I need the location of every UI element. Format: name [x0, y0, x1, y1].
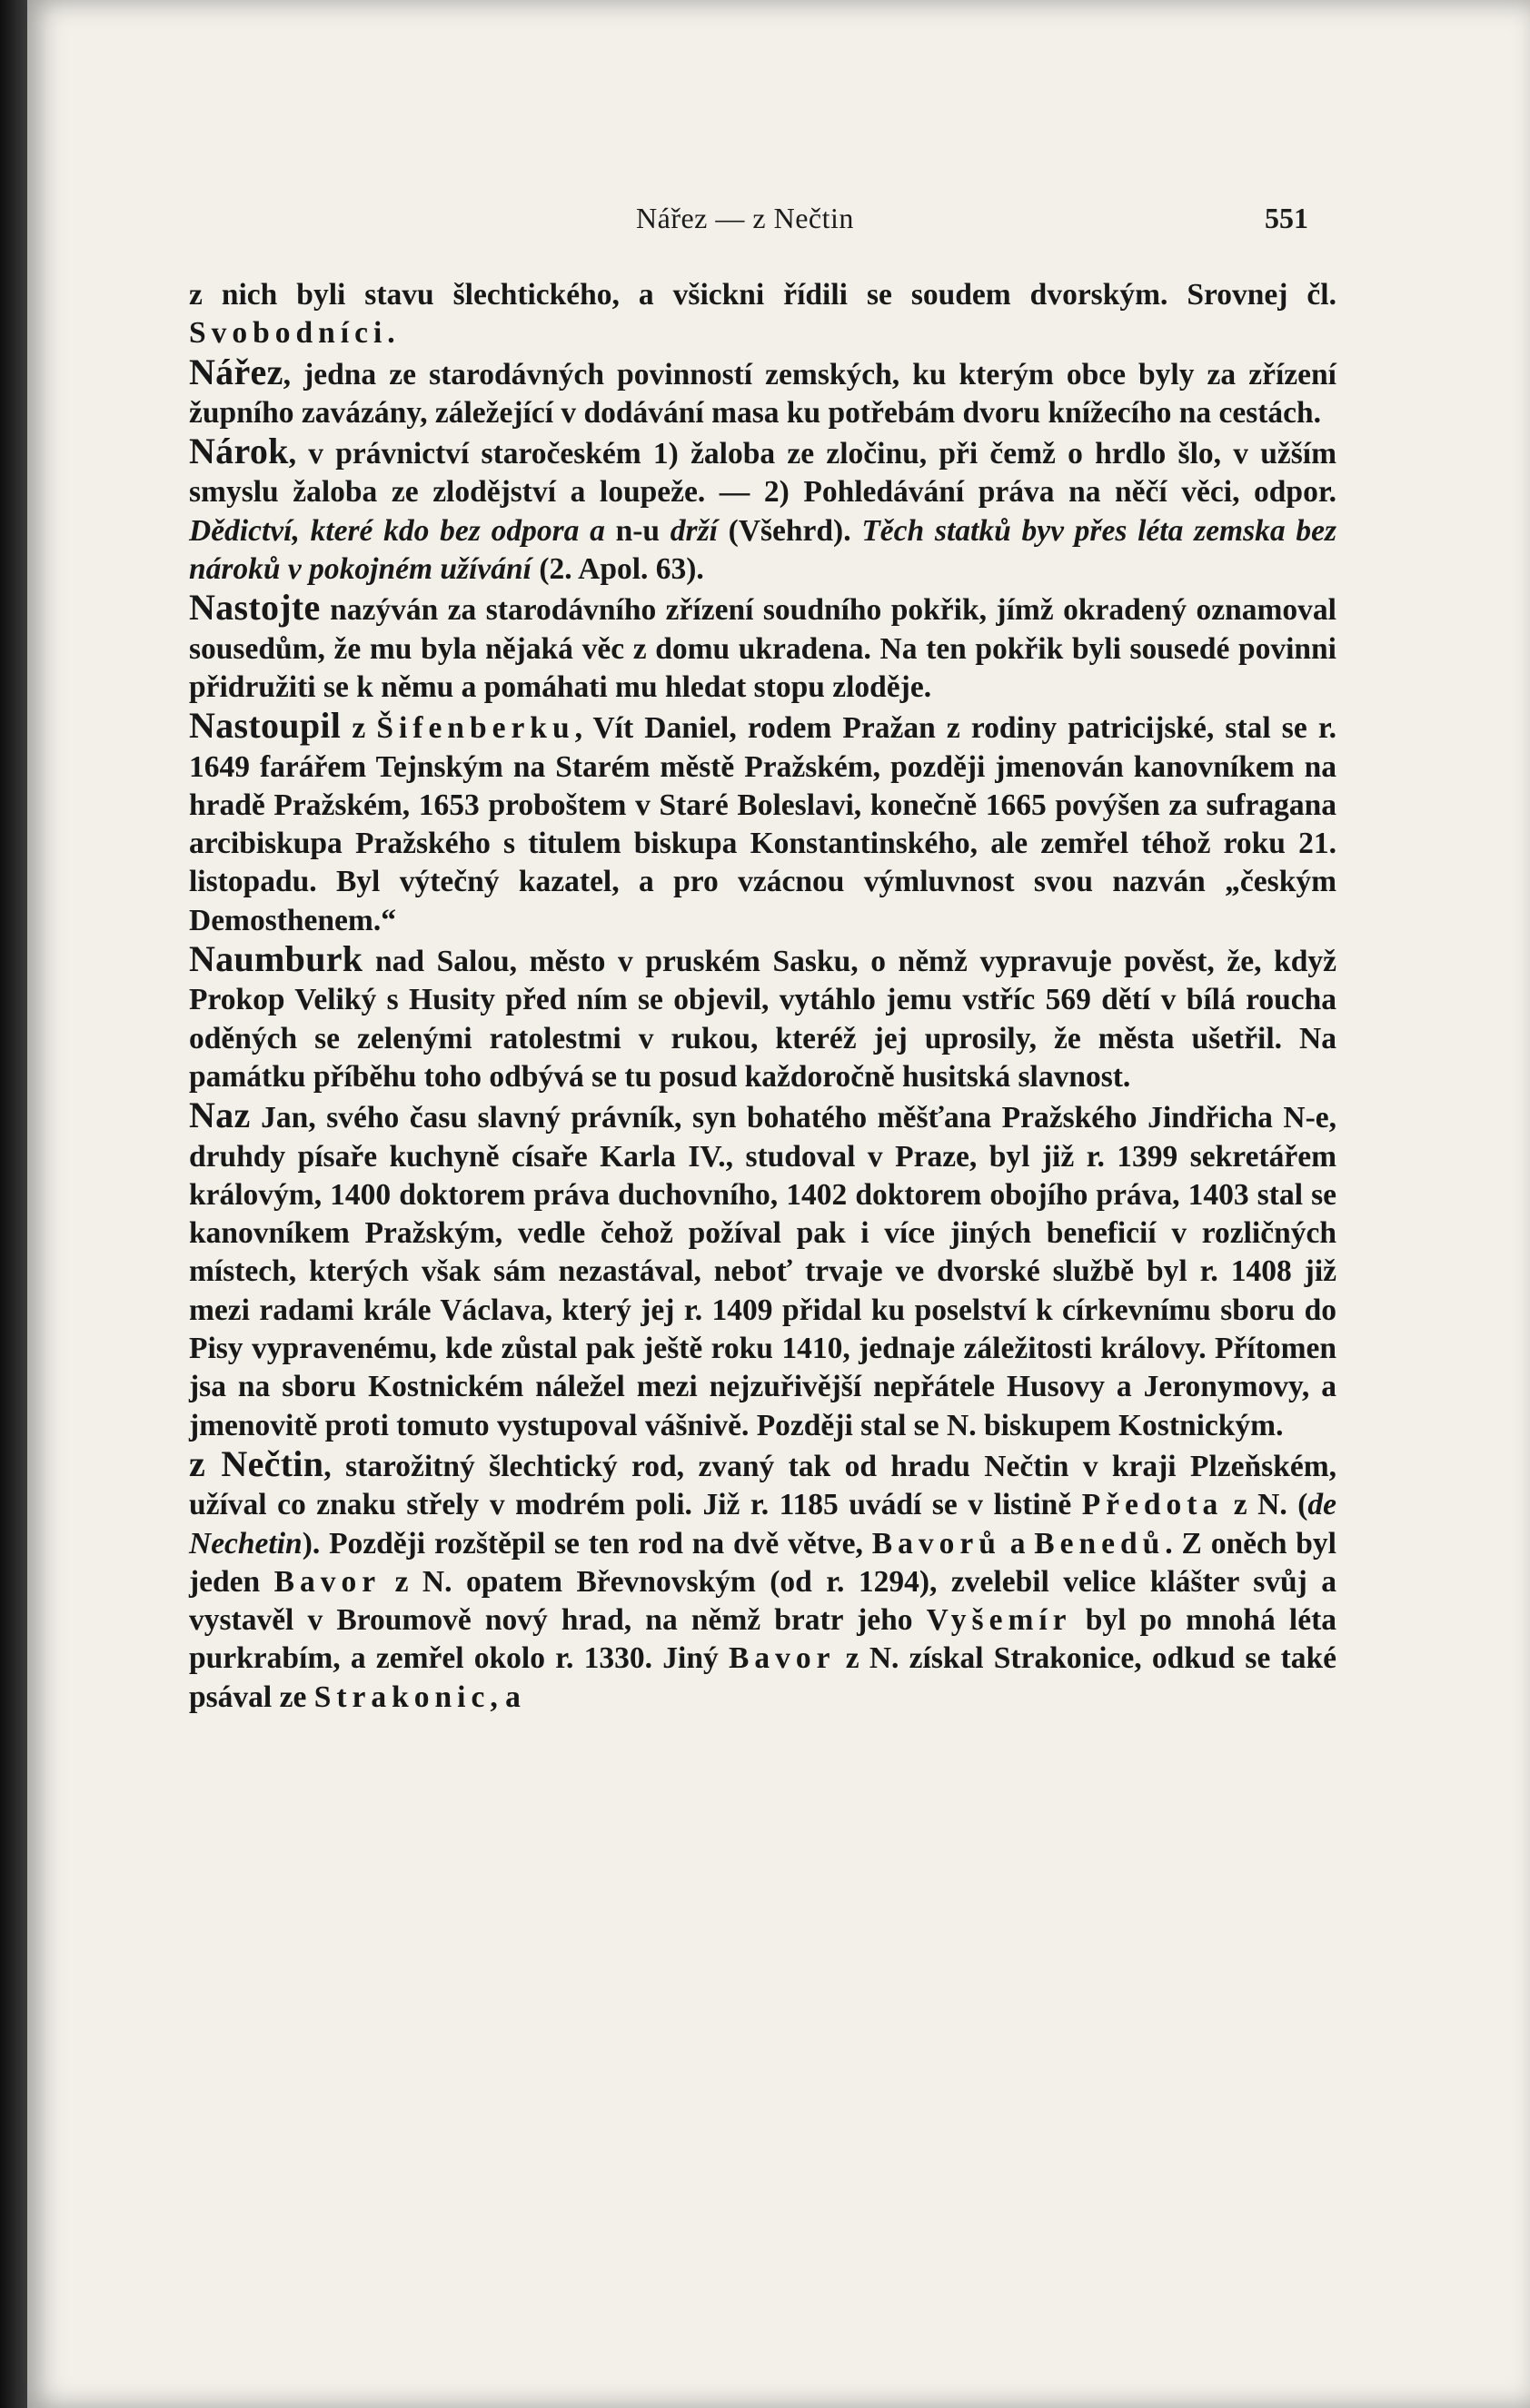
book-page [27, 0, 1530, 2408]
entry-continuation: z nich byli stavu šlechtického, a všickni řídili se soudem dvorským. Srovnej čl. Svobodníci. [189, 278, 1336, 351]
entry-term: Naumburk [189, 938, 363, 980]
entry-narez: Nářez, jedna ze starodávných povinností zemských, ku kterým obce byly za zřízení župního zavázány, záležející v dodávání masa ku potřebám dvoru knížecího na cestách. [189, 351, 1336, 430]
entry-z-nectin: z Nečtin, starožitný šlechtický rod, zvaný tak od hradu Nečtin v kraji Plzeňském, užíval co znaku střely v modrém poli. Již r. 1185 uvádí se v listině Předota z N. (de Nechetin). Později rozštěpil se ten rod na dvě větve, Bavorů a Benedů. Z oněch byl jeden Bavor z N. opatem Břevnovským (od r. 1294), zvelebil velice klášter svůj a vystavěl v Broumově nový hrad, na němž bratr jeho Vyšemír byl po mnohá léta purkrabím, a zemřel okolo r. 1330. Jiný Bavor z N. získal Strakonice, odkud se také psával ze Strakonic, a [189, 1442, 1337, 1714]
page-header [27, 202, 1530, 238]
book-spine-shadow [0, 0, 27, 2408]
entry-nastoupil: Nastoupil z Šifenberku, Vít Daniel, rodem Pražan z rodiny patricijské, stal se r. 1649 farářem Tejnským na Starém městě Pražském, později jmenován kanovníkem na hradě Pražském, 1653 proboštem v Staré Boleslavi, konečně 1665 povýšen za sufragana arcibiskupa Pražského s titulem biskupa Konstantinského, ale zemřel téhož roku 21. listopadu. Byl výtečný kazatel, a pro vzácnou výmluvnost svou nazván „českým Demosthenem.“ [189, 705, 1336, 937]
entry-nastojte: Nastojte nazýván za starodávního zřízení soudního pokřik, jímž okradený oznamoval sousedům, že mu byla nějaká věc z domu ukradena. Na ten pokřik byli sousedé povinni přidružiti se k němu a pomáhati mu hledat stopu zloděje. [189, 587, 1336, 704]
entry-term: Naz [189, 1095, 251, 1136]
body-text [189, 276, 1336, 1717]
entry-term: z Nečtin [189, 1442, 324, 1484]
entry-term: Nářez [189, 351, 283, 392]
entry-term: Nárok [189, 431, 289, 472]
entry-naz: Naz Jan, svého času slavný právník, syn bohatého měšťana Pražského Jindřicha N-e, druhdy písaře kuchyně císaře Karla IV., studoval v Praze, byl již r. 1399 sekretářem královým, 1400 doktorem práva duchovního, 1402 doktorem obojího práva, 1403 stal se kanovníkem Pražským, vedle čehož požíval pak i více jiných beneficií v rozličných místech, kterých však sám nezastával, neboť trvaje ve dvorské službě byl r. 1408 již mezi radami krále Václava, který jej r. 1409 přidal ku poselství k církevnímu sboru do Pisy vypravenému, kde zůstal pak ještě roku 1410, jednaje záležitosti královy. Přítomen jsa na sboru Kostnickém náležel mezi nejzuřivější nepřátele Husovy a Jeronymovy, a jmenovitě proti tomuto vystupoval vášnivě. Později stal se N. biskupem Kostnickým. [189, 1095, 1336, 1442]
entry-term: Nastoupil [189, 705, 342, 747]
page-number: 551 [1265, 202, 1308, 234]
cross-reference: Svobodníci [189, 316, 388, 351]
entry-term: Nastojte [189, 587, 321, 629]
running-head: Nářez — z Nečtin [636, 202, 854, 234]
entry-naumburk: Naumburk nad Salou, město v pruském Sasku, o němž vypravuje pověst, že, když Prokop Veliký s Husity před ním se objevil, vytáhlo jemu vstříc 569 dětí v bílá roucha oděných se zelenými ratolestmi v rukou, kteréž jej uprosily, že města ušetřil. Na památku příběhu toho odbývá se tu posud každoročně husitská slavnost. [189, 938, 1336, 1094]
entry-narok: Nárok, v právnictví staročeském 1) žaloba ze zločinu, při čemž o hrdlo šlo, v užším smyslu žaloba ze zlodějství a loupeže. — 2) Pohledávání práva na něčí věci, odpor. Dědictví, které kdo bez odpora a n-u drží (Všehrd). Těch statků byv přes léta zemska bez nároků v pokojném užívání (2. Apol. 63). [189, 431, 1337, 587]
